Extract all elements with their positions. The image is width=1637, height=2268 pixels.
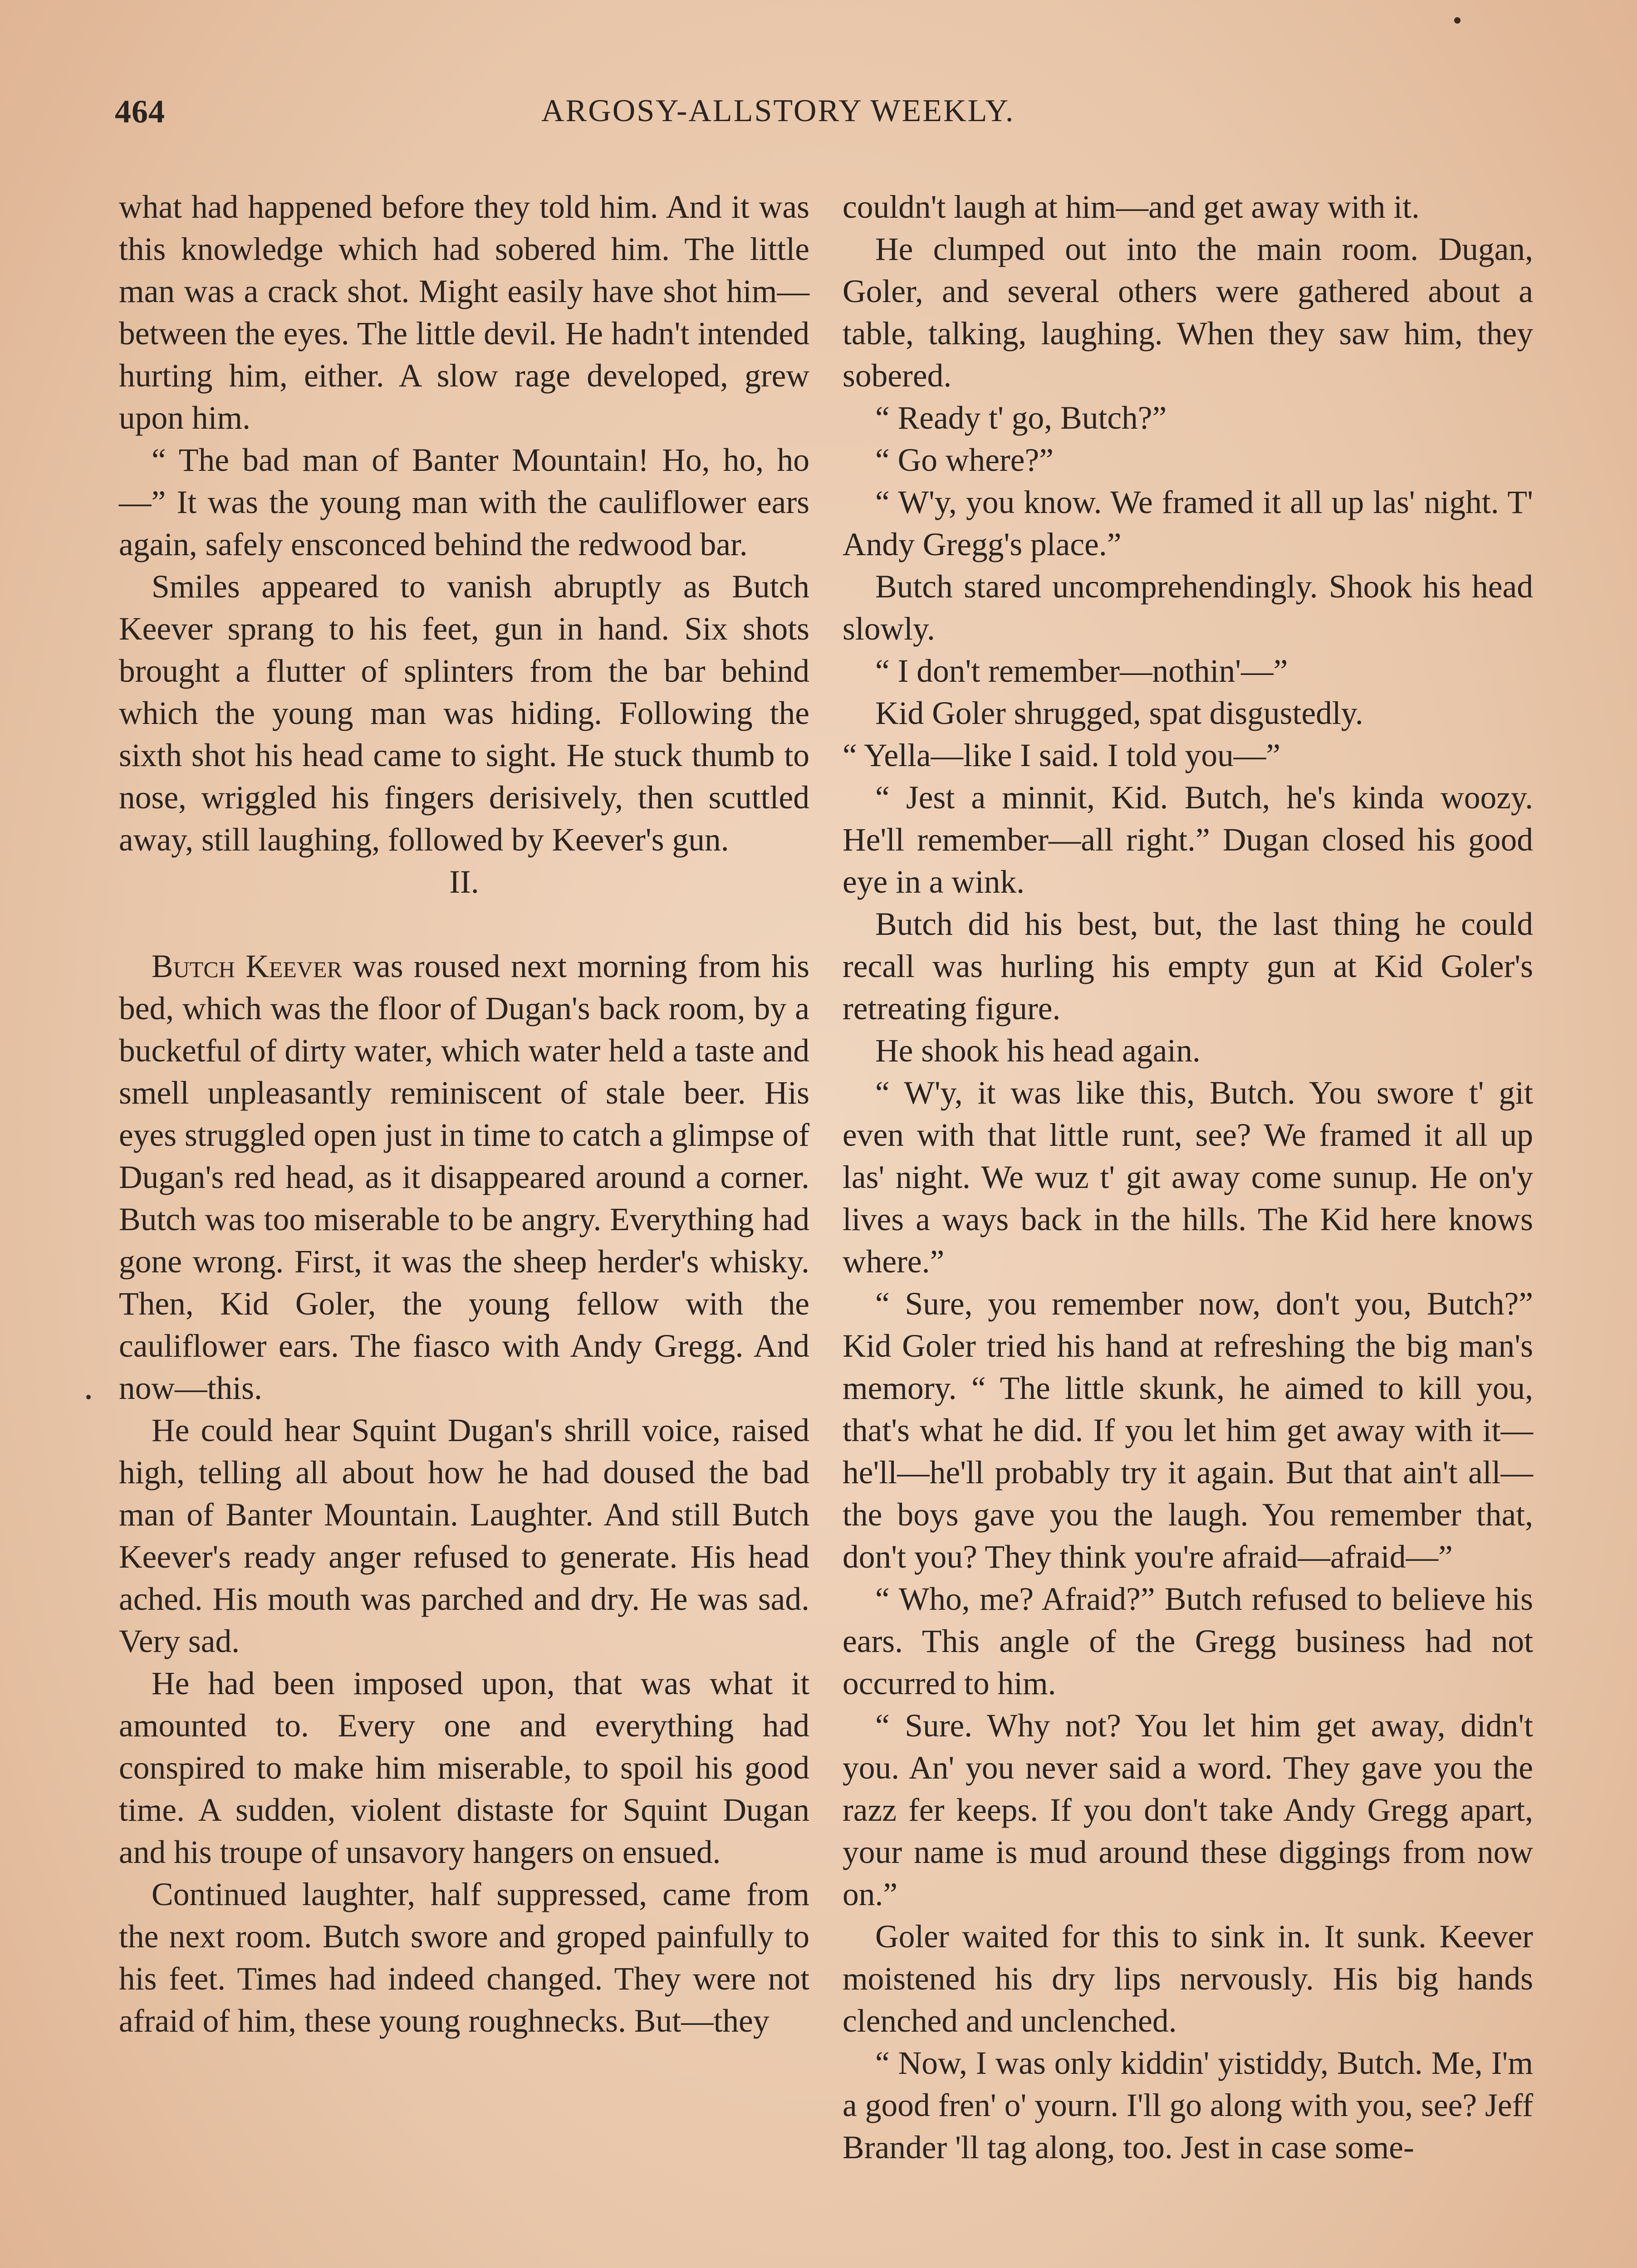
paragraph: He could hear Squint Dugan's shrill voice, raised high, telling all about how he had doused the bad man of Banter Mountain. Laughter. And still Butch Keever's ready anger refused to generate. His head ached. His mouth was parched and dry. He was sad. Very sad. (119, 1413, 809, 1659)
lead-in-small-caps: Butch Keever (152, 948, 342, 984)
paragraph: Goler waited for this to sink in. It sunk. Keever moistened his dry lips nervously. His big hands clenched and unclenched. (843, 1919, 1533, 2039)
paragraph: “ The bad man of Banter Mountain! Ho, ho, ho—” It was the young man with the cauliflower ears again, safely ensconced behind the redwood bar. (119, 442, 809, 562)
paragraph: “ Yella—like I said. I told you—” (843, 738, 1281, 773)
paragraph: “ I don't remember—nothin'—” (875, 653, 1288, 689)
paragraph: what had happened before they told him. And it was this knowledge which had sobered him. The little man was a crack shot. Might easily have shot him—between the eyes. The little devil. He hadn't intended hurting him, either. A slow rage developed, grew upon him. (119, 189, 809, 436)
running-head: ARGOSY-ALLSTORY WEEKLY. (541, 93, 1015, 128)
paragraph: Butch did his best, but, the last thing he could recall was hurling his empty gun at Kid Goler's retreating figure. (843, 906, 1533, 1026)
page-number: 464 (115, 93, 165, 130)
paragraph (119, 945, 809, 1409)
paragraph: He had been imposed upon, that was what it amounted to. Every one and everything had conspired to make him miserable, to spoil his good time. A sudden, violent distaste for Squint Dugan and his troupe of unsavory hangers on ensued. (119, 1666, 809, 1870)
left-column (119, 186, 809, 2042)
paragraph-text: was roused next morning from his bed, which was the floor of Dugan's back room, by a bucketful of dirty water, which water held a taste and smell unpleasantly reminiscent of stale beer. His eyes struggled open just in time to catch a glimpse of Dugan's red head, as it disappeared around a corner. Butch was too miserable to be angry. Everything had gone wrong. First, it was the sheep herder's whisky. Then, Kid Goler, the young fellow with the cauliflower ears. The fiasco with Andy Gregg. And now—this. (119, 948, 809, 1406)
paragraph: Continued laughter, half suppressed, came from the next room. Butch swore and groped painfully to his feet. Times had indeed changed. They were not afraid of him, these young roughnecks. But—they (119, 1877, 809, 2039)
paragraph: “ Ready t' go, Butch?” (875, 400, 1167, 436)
paragraph: Smiles appeared to vanish abruptly as Butch Keever sprang to his feet, gun in hand. Six shots brought a flutter of splinters from the bar behind which the young man was hiding. Following the sixth shot his head came to sight. He stuck thumb to nose, wriggled his fingers derisively, then scuttled away, still laughing, followed by Keever's gun. (119, 569, 809, 858)
paper-speck (86, 1395, 91, 1399)
paragraph: “ Go where?” (875, 442, 1054, 478)
page-header (115, 93, 1530, 143)
paragraph: He shook his head again. (875, 1033, 1201, 1069)
paragraph: “ Sure. Why not? You let him get away, didn't you. An' you never said a word. They gave you the razz fer keeps. If you don't take Andy Gregg apart, your name is mud around these diggings from now on.” (843, 1708, 1533, 1912)
paragraph: Butch stared uncomprehendingly. Shook his head slowly. (843, 569, 1533, 647)
paragraph: “ W'y, it was like this, Butch. You swore t' git even with that little runt, see? We framed it all up las' night. We wuz t' git away come sunup. He on'y lives a ways back in the hills. The Kid here knows where.” (843, 1075, 1533, 1280)
paragraph: “ Now, I was only kiddin' yistiddy, Butch. Me, I'm a good fren' o' yourn. I'll go along with you, see? Jeff Brander 'll tag along, too. Jest in case some- (843, 2045, 1533, 2165)
paragraph: couldn't laugh at him—and get away with it. (843, 189, 1420, 225)
paragraph: Kid Goler shrugged, spat disgustedly. (875, 695, 1363, 731)
paragraph: “ Who, me? Afraid?” Butch refused to believe his ears. This angle of the Gregg business had not occurred to him. (843, 1581, 1533, 1701)
right-column (843, 186, 1533, 2169)
paragraph: He clumped out into the main room. Dugan, Goler, and several others were gathered about a table, talking, laughing. When they saw him, they sobered. (843, 231, 1533, 394)
paragraph: “ Jest a minnit, Kid. Butch, he's kinda woozy. He'll remember—all right.” Dugan closed his good eye in a wink. (843, 780, 1533, 900)
paragraph: “ Sure, you remember now, don't you, Butch?” Kid Goler tried his hand at refreshing the big man's memory. “ The little skunk, he aimed to kill you, that's what he did. If you let him get away with it—he'll—he'll probably try it again. But that ain't all—the boys gave you the laugh. You remember that, don't you? They think you're afraid—afraid—” (843, 1286, 1533, 1575)
paper-speck (1454, 17, 1461, 24)
paragraph: “ W'y, you know. We framed it all up las' night. T' Andy Gregg's place.” (843, 484, 1533, 562)
section-heading: II. (449, 864, 479, 900)
